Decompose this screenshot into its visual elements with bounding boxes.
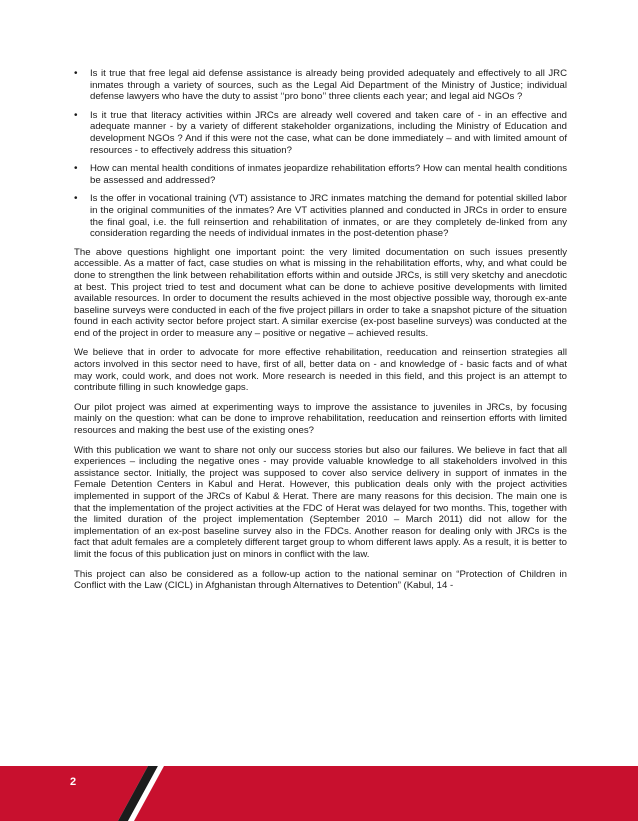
list-item: • How can mental health conditions of inmates jeopardize rehabilitation efforts? How can mental health conditions be assessed and addressed? — [74, 163, 567, 186]
bullet-icon: • — [74, 109, 78, 121]
bullet-icon: • — [74, 68, 78, 79]
list-item: • Is it true that free legal aid defense assistance is already being provided adequately and effectively to all JRC inmates through a variety of sources, such as the Legal Aid Department of the Ministry of Justice; individual defense lawyers who have the duty to assist ‘‘pro bono’’ three clients each year; and legal aid NGOs ? — [74, 68, 567, 103]
paragraph: Our pilot project was aimed at experimenting ways to improve the assistance to juveniles in JRCs, by focusing mainly on the question: what can be done to improve rehabilitation, reeducation and reinsertion efforts with limited resources and making the best use of the existing ones? — [74, 401, 567, 437]
question-list — [74, 68, 567, 240]
paragraph: With this publication we want to share not only our success stories but also our failures. We believe in fact that all experiences – including the negative ones - may provide valuable knowledge to all stakeholders involved in this assistance sector. Initially, the project was supposed to cover also service delivery in support of inmates in the Female Detention Centers in Kabul and Herat. However, this publication deals only with the project activities implemented in support of the JRCs of Kabul & Herat. There are many reasons for this decision. The main one is that the implementation of the project activities at the FDC of Herat was delayed for two months. This, together with the limited duration of the project implementation (September 2010 – March 2011) did not allow for the implementation of an ex-post baseline survey also in the FDCs. Another reason for dealing only with JRCs is the fact that adult females are a completely different target group to whom different laws apply. As a result, it is better to limit the focus of this publication just on minors in conflict with the law. — [74, 444, 567, 560]
paragraph: This project can also be considered as a follow-up action to the national seminar on “Protection of Children in Conflict with the Law (CICL) in Afghanistan through Alternatives to Detention” (Kabul, 14 - — [74, 568, 567, 592]
paragraph: The above questions highlight one important point: the very limited documentation on such issues presently accessible. As a matter of fact, case studies on what is missing in the rehabilitation efforts, why, and what could be done to strengthen the link between rehabilitation efforts within and outside JRCs, is still very sketchy and anecdotic at best. This project tried to test and document what can be done to achieve positive developments with limited available resources. In order to document the results achieved in the most objective possible way, thorough ex-ante baseline surveys were conducted in each of the five project pillars in order to take a snapshot picture of the situation found in each activity sector before project start. A similar exercise (ex-post baseline surveys) was conducted at the end of the project in order to measure any – positive or negative – achieved results. — [74, 246, 567, 339]
footer-band-graphic — [0, 766, 638, 821]
bullet-icon: • — [74, 193, 78, 205]
footer-red-band-right — [134, 766, 638, 821]
page-body — [74, 68, 567, 600]
page-footer — [0, 766, 638, 821]
list-item: • Is it true that literacy activities within JRCs are already well covered and taken care of - in an effective and adequate manner - by a variety of different stakeholder organizations, including the Ministry of Education and development NGOs ? And if this were not the case, what can be done immediately – and with limited amount of resources - to effectively address this situation? — [74, 109, 567, 156]
page-number: 2 — [70, 776, 77, 788]
list-item: • Is the offer in vocational training (VT) assistance to JRC inmates matching the demand for potential skilled labor in the original communities of the inmates? Are VT activities planned and conducted in JRCs in order to ensure the final goal, i.e. the full reinsertion and rehabilitation of inmates, or are they completely de-linked from any consideration regarding the needs of individual inmates in the post-detention phase? — [74, 193, 567, 240]
paragraph: We believe that in order to advocate for more effective rehabilitation, reeducation and reinsertion strategies all actors involved in this sector need to have, first of all, better data on - and knowledge of - basic facts and of what may work, could work, and does not work. More research is needed in this field, and this project is an attempt to contribute filling in such knowledge gaps. — [74, 347, 567, 394]
bullet-icon: • — [74, 163, 78, 175]
